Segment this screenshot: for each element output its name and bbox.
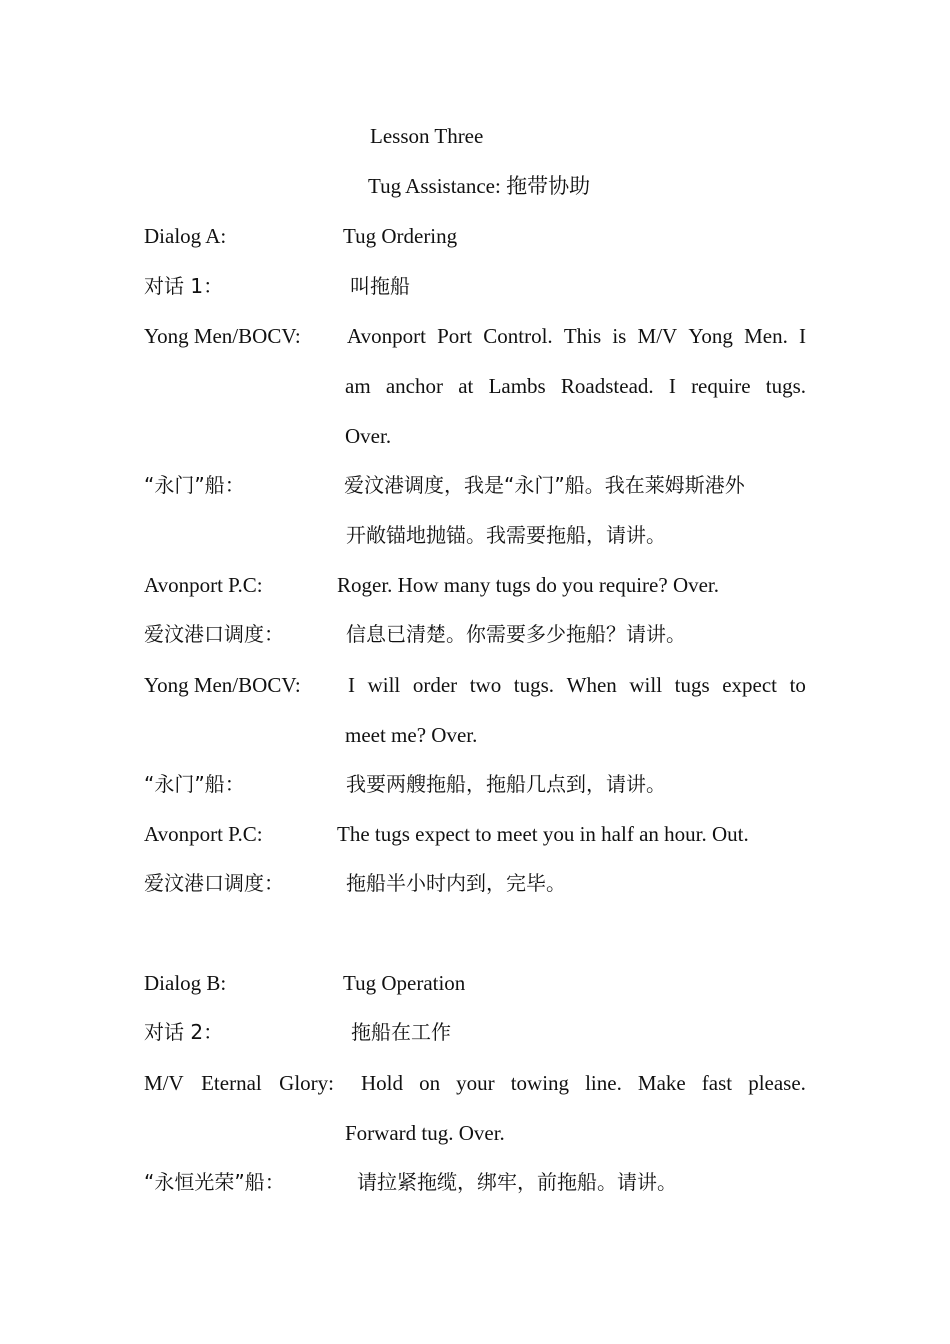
dialog-line-text: 请拉紧拖缆，绑牢，前拖船。请讲。 — [357, 1170, 677, 1194]
speaker-label: “永门”船： — [144, 772, 245, 796]
speaker-label: 爱汶港口调度： — [144, 622, 284, 646]
word: tugs — [674, 673, 710, 697]
speaker-label: “永门”船： — [144, 473, 245, 497]
word: Yong — [688, 324, 733, 348]
dialog-line-text: Forward tug. Over. — [345, 1121, 505, 1145]
dialog-line-text — [361, 1073, 806, 1094]
word: Control. — [483, 324, 553, 348]
dialog-a-label: Dialog A: — [144, 224, 227, 248]
speaker-label: Avonport P.C: — [144, 573, 263, 597]
word: Eternal — [201, 1071, 262, 1095]
word: to — [789, 673, 806, 697]
dialog-b-zh-title: 拖船在工作 — [351, 1020, 451, 1044]
word: Make — [637, 1071, 686, 1095]
dialog-b-label: Dialog B: — [144, 971, 227, 995]
dialog-b-title: Tug Operation — [343, 971, 466, 995]
word: line. — [585, 1071, 622, 1095]
word: Avonport — [347, 324, 426, 348]
word: expect — [722, 673, 778, 697]
speaker-label: 爱汶港口调度： — [144, 871, 284, 895]
dialog-line-text — [345, 376, 806, 397]
word: I — [348, 673, 355, 697]
word: Lambs — [488, 374, 546, 398]
word: This — [563, 324, 602, 348]
dialog-a-zh-title: 叫拖船 — [350, 274, 410, 298]
word: Men. — [744, 324, 788, 348]
word: Glory: — [279, 1071, 334, 1095]
speaker-label: Yong Men/BOCV: — [144, 673, 301, 697]
dialog-a-title: Tug Ordering — [343, 224, 458, 248]
dialog-line-text: 爱汶港调度，我是“永门”船。我在莱姆斯港外 — [344, 473, 745, 497]
lesson-title: Lesson Three — [370, 124, 484, 148]
word: am — [345, 374, 371, 398]
word: at — [458, 374, 474, 398]
word: Hold — [361, 1071, 403, 1095]
word: is — [612, 324, 627, 348]
word: Roadstead. — [560, 374, 654, 398]
dialog-a-zh-label: 对话 1： — [144, 274, 224, 298]
speaker-label: “永恒光荣”船： — [144, 1170, 285, 1194]
speaker-label: Yong Men/BOCV: — [144, 324, 301, 348]
dialog-line-text: The tugs expect to meet you in half an hour. Out. — [337, 822, 749, 846]
dialog-b-zh-label: 对话 2： — [144, 1020, 224, 1044]
word: please. — [748, 1071, 806, 1095]
word: two — [469, 673, 502, 697]
dialog-line-text: 我要两艘拖船，拖船几点到，请讲。 — [346, 772, 666, 796]
dialog-line-text: 信息已清楚。你需要多少拖船？请讲。 — [346, 622, 686, 646]
dialog-line-text: meet me? Over. — [345, 723, 478, 747]
word: tugs. — [765, 374, 806, 398]
word: fast — [701, 1071, 733, 1095]
dialog-line-text: 拖船半小时内到，完毕。 — [346, 871, 566, 895]
word: M/V — [637, 324, 678, 348]
dialog-line-text — [348, 675, 806, 696]
word: M/V — [144, 1071, 184, 1095]
word: When — [566, 673, 617, 697]
word: towing — [510, 1071, 570, 1095]
word: require — [691, 374, 751, 398]
word: your — [456, 1071, 495, 1095]
word: I — [668, 374, 676, 398]
lesson-subtitle: Tug Assistance: 拖带协助 — [368, 174, 591, 198]
speaker-label — [144, 1073, 334, 1094]
dialog-line-text: Roger. How many tugs do you require? Over. — [337, 573, 720, 597]
dialog-line-text — [347, 326, 806, 347]
word: on — [419, 1071, 441, 1095]
word: will — [629, 673, 663, 697]
dialog-line-text: Over. — [345, 424, 392, 448]
word: anchor — [385, 374, 443, 398]
word: will — [367, 673, 401, 697]
word: I — [799, 324, 806, 348]
word: tugs. — [513, 673, 555, 697]
speaker-label: Avonport P.C: — [144, 822, 263, 846]
word: order — [412, 673, 458, 697]
dialog-line-text: 开敞锚地抛锚。我需要拖船，请讲。 — [346, 523, 666, 547]
word: Port — [437, 324, 473, 348]
